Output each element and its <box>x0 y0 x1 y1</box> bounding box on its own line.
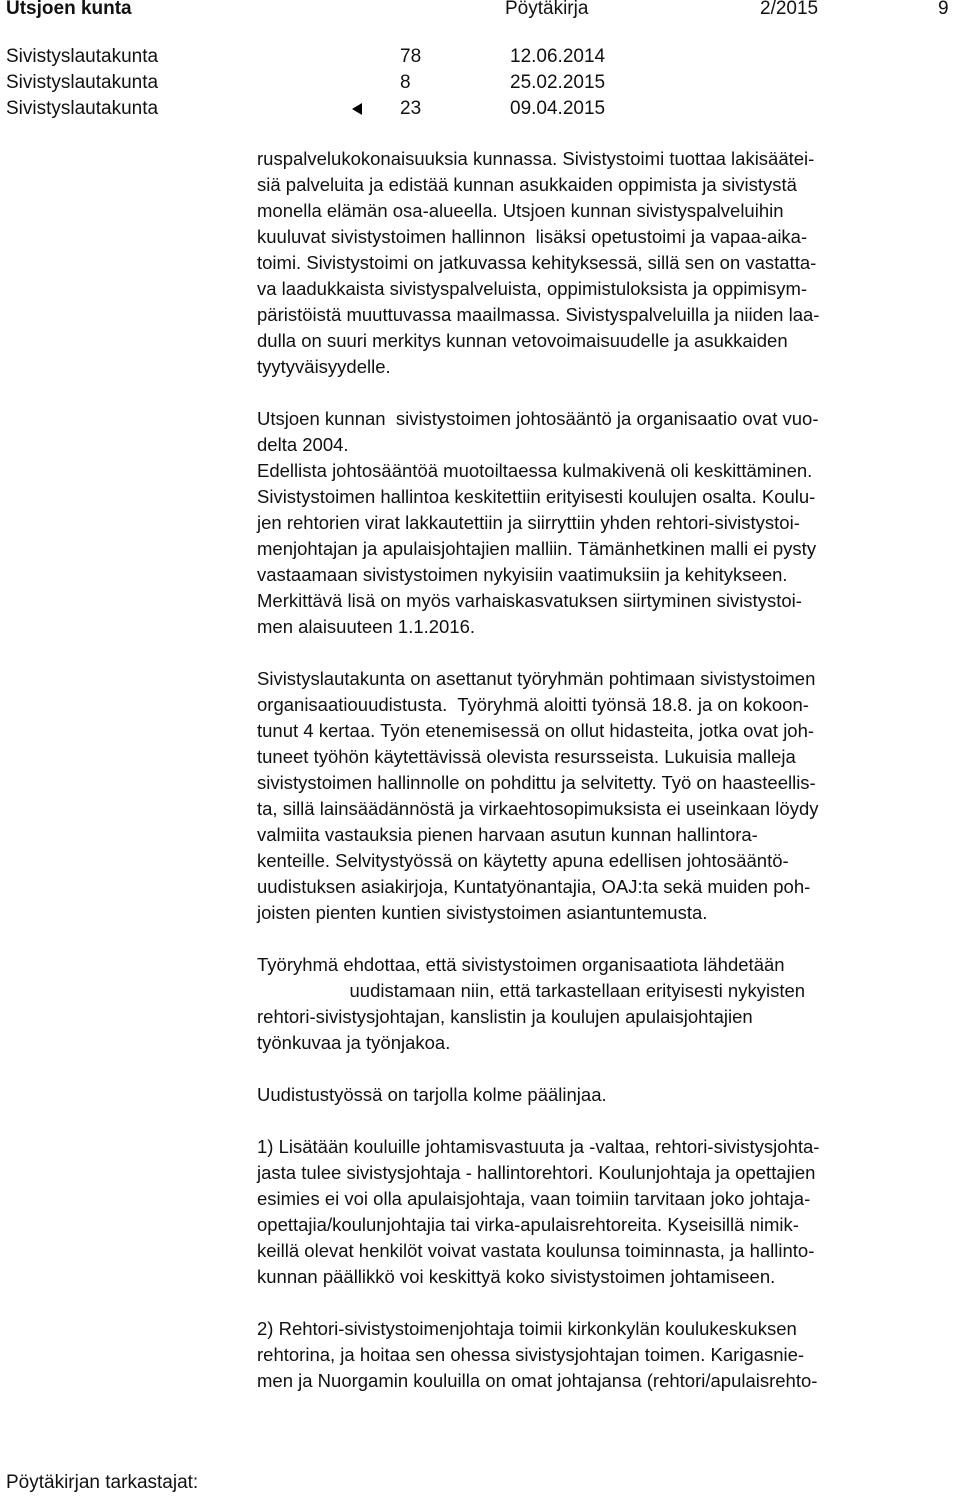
paragraph-gap <box>257 1056 957 1082</box>
text-line: vastaamaan sivistystoimen nykyisiin vaatimuksiin ja kehitykseen. <box>257 564 788 585</box>
text-line: keillä olevat henkilöt voivat vastata koulunsa toiminnasta, ja hallinto- <box>257 1240 815 1261</box>
text-line: jasta tulee sivistysjohtaja - hallintorehtori. Koulunjohtaja ja opettajien <box>257 1162 816 1183</box>
text-line: ruspalvelukokonaisuuksia kunnassa. Sivistystoimi tuottaa lakisäätei- <box>257 148 815 169</box>
reference-board: Sivistyslautakunta <box>6 46 159 67</box>
paragraph <box>257 406 957 640</box>
text-line: menjohtajan ja apulaisjohtajien malliin. Tämänhetkinen malli ei pysty <box>257 538 817 559</box>
minutes-checkers-label: Pöytäkirjan tarkastajat: <box>6 1472 199 1493</box>
reference-board: Sivistyslautakunta <box>6 98 159 119</box>
text-line: rehtorina, ja hoitaa sen ohessa sivistysjohtajan toimen. Karigasnie- <box>257 1344 805 1365</box>
paragraph <box>257 1316 957 1394</box>
text-line: uudistamaan niin, että tarkastellaan erityisesti nykyisten <box>257 980 806 1001</box>
reference-number: 78 <box>400 46 422 67</box>
text-line: monella elämän osa-alueella. Utsjoen kunnan sivistyspalveluihin <box>257 200 784 221</box>
text-line: opettajia/koulunjohtajia tai virka-apulaisrehtoreita. Kyseisillä nimik- <box>257 1214 799 1235</box>
municipality-name: Utsjoen kunta <box>6 0 132 19</box>
reference-board: Sivistyslautakunta <box>6 72 159 93</box>
text-line: uudistuksen asiakirjoja, Kuntatyönantajia, OAJ:ta sekä muiden poh- <box>257 876 811 897</box>
text-line: Merkittävä lisä on myös varhaiskasvatuksen siirtyminen sivistystoi- <box>257 590 802 611</box>
text-line: Sivistyslautakunta on asettanut työryhmän pohtimaan sivistystoimen <box>257 668 816 689</box>
text-line: esimies ei voi olla apulaisjohtaja, vaan toimiin tarvitaan joko johtaja- <box>257 1188 811 1209</box>
reference-number: 23 <box>400 98 422 119</box>
paragraph-gap <box>257 640 957 666</box>
text-line: men alaisuuteen 1.1.2016. <box>257 616 476 637</box>
reference-date: 25.02.2015 <box>510 72 606 93</box>
paragraph-gap <box>257 1108 957 1134</box>
text-line: tuneet työhön käytettävissä olevista resursseista. Lukuisia malleja <box>257 746 796 767</box>
text-line: siä palveluita ja edistää kunnan asukkaiden oppimista ja sivistystä <box>257 174 797 195</box>
text-line: tyytyväisyydelle. <box>257 356 391 377</box>
text-line: Työryhmä ehdottaa, että sivistystoimen organisaatiota lähdetään <box>257 954 785 975</box>
text-line: Utsjoen kunnan sivistystoimen johtosääntö ja organisaatio ovat vuo- <box>257 408 819 429</box>
paragraph <box>257 1134 957 1290</box>
text-line: kenteille. Selvitystyössä on käytetty apuna edellisen johtosääntö- <box>257 850 789 871</box>
reference-row <box>0 96 960 122</box>
paragraph <box>257 1082 957 1108</box>
text-line: Uudistustyössä on tarjolla kolme päälinjaa. <box>257 1084 607 1105</box>
reference-row <box>0 44 960 70</box>
minutes-body <box>257 146 957 1394</box>
text-line: rehtori-sivistysjohtajan, kanslistin ja koulujen apulaisjohtajien <box>257 1006 753 1027</box>
paragraph <box>257 666 957 926</box>
text-line: Edellista johtosääntöä muotoiltaessa kulmakivenä oli keskittäminen. <box>257 460 813 481</box>
paragraph <box>257 146 957 380</box>
text-line: toimi. Sivistystoimi on jatkuvassa kehityksessä, sillä sen on vastatta- <box>257 252 817 273</box>
reference-number: 8 <box>400 72 411 93</box>
text-line: sivistystoimen hallinnolle on pohdittu ja selvitetty. Työ on haasteellis- <box>257 772 816 793</box>
text-line: päristöistä muuttuvassa maailmassa. Sivistyspalveluilla ja niiden laa- <box>257 304 820 325</box>
text-line: valmiita vastauksia pienen harvaan asutun kunnan hallintora- <box>257 824 758 845</box>
text-line: 2) Rehtori-sivistystoimenjohtaja toimii kirkonkylän koulukeskuksen <box>257 1318 797 1339</box>
reference-row <box>0 70 960 96</box>
text-line: 1) Lisätään kouluille johtamisvastuuta ja -valtaa, rehtori-sivistysjohta- <box>257 1136 820 1157</box>
text-line: delta 2004. <box>257 434 349 455</box>
text-line: organisaatiouudistusta. Työryhmä aloitti työnsä 18.8. ja on kokoon- <box>257 694 809 715</box>
text-line: va laadukkaista sivistyspalveluista, oppimistuloksista ja oppimisym- <box>257 278 808 299</box>
paragraph-gap <box>257 926 957 952</box>
text-line: jen rehtorien virat lakkautettiin ja siirryttiin yhden rehtori-sivistystoi- <box>257 512 800 533</box>
reference-date: 09.04.2015 <box>510 98 606 119</box>
paragraph-gap <box>257 380 957 406</box>
text-line: kunnan päällikkö voi keskittyä koko sivistystoimen johtamiseen. <box>257 1266 776 1287</box>
text-line: ta, sillä lainsäädännöstä ja virkaehtosopimuksista ei useinkaan löydy <box>257 798 819 819</box>
paragraph-gap <box>257 1290 957 1316</box>
document-number: 2/2015 <box>760 0 819 19</box>
text-line: dulla on suuri merkitys kunnan vetovoimaisuudelle ja asukkaiden <box>257 330 788 351</box>
text-line: men ja Nuorgamin kouluilla on omat johtajansa (rehtori/apulaisrehto- <box>257 1370 818 1391</box>
text-line: Sivistystoimen hallintoa keskitettiin erityisesti koulujen osalta. Koulu- <box>257 486 816 507</box>
text-line: työnkuvaa ja työnjakoa. <box>257 1032 451 1053</box>
paragraph <box>257 952 957 1056</box>
text-line: tunut 4 kertaa. Työn etenemisessä on ollut hidasteita, jotka ovat joh- <box>257 720 815 741</box>
document-type: Pöytäkirja <box>505 0 589 19</box>
reference-date: 12.06.2014 <box>510 46 606 67</box>
page-header <box>0 0 960 22</box>
text-line: kuuluvat sivistystoimen hallinnon lisäksi opetustoimi ja vapaa-aika- <box>257 226 808 247</box>
current-item-marker-icon <box>352 103 362 115</box>
page-number: 9 <box>938 0 949 19</box>
text-line: joisten pienten kuntien sivistystoimen asiantuntemusta. <box>257 902 708 923</box>
